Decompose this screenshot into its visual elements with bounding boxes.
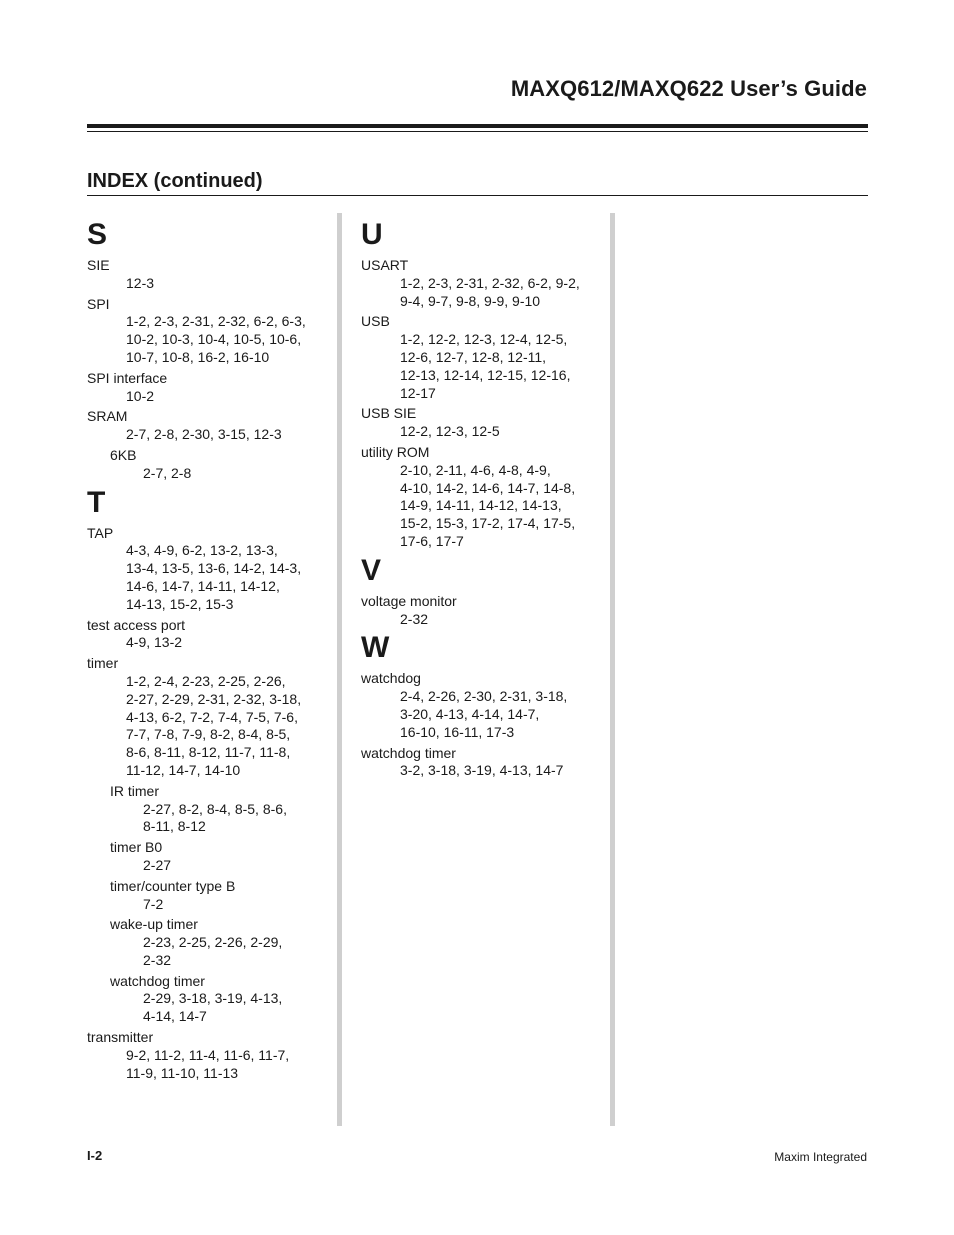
page-ref-line: 15-2, 15-3, 17-2, 17-4, 17-5, bbox=[400, 515, 576, 532]
index-term: SPI bbox=[87, 295, 110, 312]
page-ref-line: 12-3 bbox=[126, 274, 155, 291]
index-entry bbox=[87, 525, 327, 614]
index-page-refs bbox=[361, 331, 601, 402]
page-number: I-2 bbox=[87, 1148, 103, 1163]
index-term: USART bbox=[361, 257, 409, 273]
index-entry bbox=[361, 257, 601, 310]
index-term: utility ROM bbox=[361, 443, 430, 460]
index-subentry bbox=[87, 839, 327, 875]
index-entry bbox=[87, 257, 327, 293]
page-ref-line: 9-2, 11-2, 11-4, 11-6, 11-7, bbox=[126, 1046, 290, 1063]
page-ref-line: 3-2, 3-18, 3-19, 4-13, 14-7 bbox=[400, 762, 564, 779]
index-page-refs bbox=[110, 857, 327, 875]
index-page-refs bbox=[87, 1047, 327, 1083]
index-letter-heading: V bbox=[361, 553, 382, 587]
index-term: watchdog timer bbox=[361, 744, 456, 761]
header-rule-thin bbox=[87, 131, 868, 132]
page-ref-line: 11-12, 14-7, 14-10 bbox=[126, 761, 241, 778]
index-term: watchdog timer bbox=[110, 972, 205, 989]
index-letter-heading: S bbox=[87, 218, 108, 251]
page-ref-line: 14-6, 14-7, 14-11, 14-12, bbox=[126, 577, 280, 594]
page-ref-line: 1-2, 2-3, 2-31, 2-32, 6-2, 6-3, bbox=[126, 313, 306, 330]
index-entry bbox=[87, 370, 327, 406]
index-entry bbox=[361, 745, 601, 781]
index-term: IR timer bbox=[110, 782, 159, 799]
index-page-refs bbox=[361, 762, 601, 780]
index-term: USB SIE bbox=[361, 405, 417, 422]
index-entry bbox=[361, 593, 601, 629]
page-ref-line: 3-20, 4-13, 4-14, 14-7, bbox=[400, 705, 540, 722]
index-page-refs bbox=[361, 462, 601, 551]
page-ref-line: 2-32 bbox=[400, 610, 429, 627]
page-ref-line: 7-2 bbox=[143, 895, 164, 912]
index-page-refs bbox=[87, 542, 327, 613]
index-term: watchdog bbox=[361, 670, 421, 687]
page-ref-line: 2-32 bbox=[143, 951, 172, 968]
page-ref-line: 10-7, 10-8, 16-2, 16-10 bbox=[126, 348, 270, 365]
index-term: USB bbox=[361, 313, 390, 330]
page-ref-line: 2-10, 2-11, 4-6, 4-8, 4-9, bbox=[400, 461, 551, 478]
page-ref-line: 12-6, 12-7, 12-8, 12-11, bbox=[400, 348, 547, 365]
index-entry bbox=[361, 444, 601, 551]
page-ref-line: 17-6, 17-7 bbox=[400, 532, 464, 549]
page-ref-line: 1-2, 12-2, 12-3, 12-4, 12-5, bbox=[400, 331, 568, 348]
company-name: Maxim Integrated bbox=[774, 1150, 867, 1164]
index-entry bbox=[87, 617, 327, 653]
index-term: timer B0 bbox=[110, 839, 163, 856]
index-page-refs bbox=[361, 611, 601, 629]
index-term: 6KB bbox=[110, 446, 137, 463]
index-term: voltage monitor bbox=[361, 592, 457, 609]
page-ref-line: 2-23, 2-25, 2-26, 2-29, bbox=[143, 934, 283, 951]
index-term: SRAM bbox=[87, 408, 128, 425]
page-ref-line: 2-7, 2-8 bbox=[143, 464, 192, 481]
page-ref-line: 2-27, 8-2, 8-4, 8-5, 8-6, bbox=[143, 800, 287, 817]
section-rule bbox=[87, 195, 868, 196]
index-entry bbox=[87, 408, 327, 444]
section-spacer bbox=[87, 1082, 327, 1085]
index-subentry bbox=[87, 916, 327, 969]
index-page-refs bbox=[110, 465, 327, 483]
page-ref-line: 2-29, 3-18, 3-19, 4-13, bbox=[143, 990, 283, 1007]
header-rule-thick bbox=[87, 124, 868, 128]
index-entry bbox=[361, 670, 601, 741]
index-page-refs bbox=[87, 673, 327, 780]
index-subentry bbox=[87, 783, 327, 836]
page-ref-line: 4-9, 13-2 bbox=[126, 634, 183, 651]
page-ref-line: 1-2, 2-3, 2-31, 2-32, 6-2, 9-2, bbox=[400, 274, 580, 291]
page-ref-line: 10-2 bbox=[126, 387, 155, 404]
page-ref-line: 9-4, 9-7, 9-8, 9-9, 9-10 bbox=[400, 292, 541, 309]
index-term: transmitter bbox=[87, 1029, 154, 1046]
index-page-refs bbox=[87, 275, 327, 293]
index-subentry bbox=[87, 973, 327, 1026]
document-title: MAXQ612/MAXQ622 User’s Guide bbox=[510, 76, 867, 101]
section-spacer bbox=[361, 780, 601, 783]
index-page-refs bbox=[361, 275, 601, 311]
page-ref-line: 2-27, 2-29, 2-31, 2-32, 3-18, bbox=[126, 690, 302, 707]
index-subentry bbox=[87, 878, 327, 914]
page-ref-line: 10-2, 10-3, 10-4, 10-5, 10-6, bbox=[126, 331, 302, 348]
index-term: timer/counter type B bbox=[110, 877, 236, 894]
index-entry bbox=[87, 1029, 327, 1082]
page-ref-line: 12-2, 12-3, 12-5 bbox=[400, 423, 500, 440]
page-ref-line: 8-6, 8-11, 8-12, 11-7, 11-8, bbox=[126, 744, 291, 761]
page-ref-line: 12-17 bbox=[400, 384, 436, 401]
index-term: wake-up timer bbox=[110, 916, 198, 933]
page-ref-line: 4-10, 14-2, 14-6, 14-7, 14-8, bbox=[400, 479, 576, 496]
page-ref-line: 8-11, 8-12 bbox=[143, 818, 206, 835]
page-ref-line: 4-13, 6-2, 7-2, 7-4, 7-5, 7-6, bbox=[126, 708, 298, 725]
page-ref-line: 2-7, 2-8, 2-30, 3-15, 12-3 bbox=[126, 426, 282, 443]
index-entry bbox=[87, 296, 327, 367]
index-page-refs bbox=[87, 388, 327, 406]
index-letter-heading: T bbox=[87, 485, 106, 519]
index-column-2 bbox=[361, 218, 601, 783]
index-entry bbox=[361, 313, 601, 402]
index-term: SIE bbox=[87, 257, 110, 273]
page-ref-line: 13-4, 13-5, 13-6, 14-2, 14-3, bbox=[126, 560, 302, 577]
index-page-refs bbox=[361, 423, 601, 441]
index-page-refs bbox=[110, 896, 327, 914]
index-letter-heading: U bbox=[361, 218, 383, 251]
column-divider bbox=[610, 213, 615, 1126]
index-page-refs bbox=[87, 634, 327, 652]
index-page-refs bbox=[361, 688, 601, 741]
index-entry bbox=[87, 655, 327, 780]
index-term: SPI interface bbox=[87, 369, 168, 386]
page-ref-line: 7-7, 7-8, 7-9, 8-2, 8-4, 8-5, bbox=[126, 726, 291, 743]
index-entry bbox=[361, 405, 601, 441]
index-subentry bbox=[87, 447, 327, 483]
index-page-refs bbox=[110, 934, 327, 970]
page-ref-line: 12-13, 12-14, 12-15, 12-16, bbox=[400, 366, 571, 383]
index-page-refs bbox=[110, 990, 327, 1026]
page-ref-line: 11-9, 11-10, 11-13 bbox=[126, 1064, 239, 1081]
section-title: INDEX (continued) bbox=[87, 170, 263, 192]
page-ref-line: 4-3, 4-9, 6-2, 13-2, 13-3, bbox=[126, 542, 278, 559]
index-page-refs bbox=[87, 426, 327, 444]
page-ref-line: 2-27 bbox=[143, 856, 172, 873]
page-ref-line: 14-9, 14-11, 14-12, 14-13, bbox=[400, 497, 562, 514]
index-column-1 bbox=[87, 218, 327, 1085]
page-ref-line: 2-4, 2-26, 2-30, 2-31, 3-18, bbox=[400, 688, 568, 705]
index-page-refs bbox=[110, 801, 327, 837]
index-term: timer bbox=[87, 655, 119, 672]
index-letter-heading: W bbox=[361, 631, 390, 665]
page-ref-line: 4-14, 14-7 bbox=[143, 1008, 207, 1025]
page-ref-line: 16-10, 16-11, 17-3 bbox=[400, 723, 515, 740]
index-term: TAP bbox=[87, 524, 114, 541]
index-page-refs bbox=[87, 313, 327, 366]
page-ref-line: 14-13, 15-2, 15-3 bbox=[126, 595, 234, 612]
page-ref-line: 1-2, 2-4, 2-23, 2-25, 2-26, bbox=[126, 672, 286, 689]
index-term: test access port bbox=[87, 616, 186, 633]
column-divider bbox=[337, 213, 342, 1126]
